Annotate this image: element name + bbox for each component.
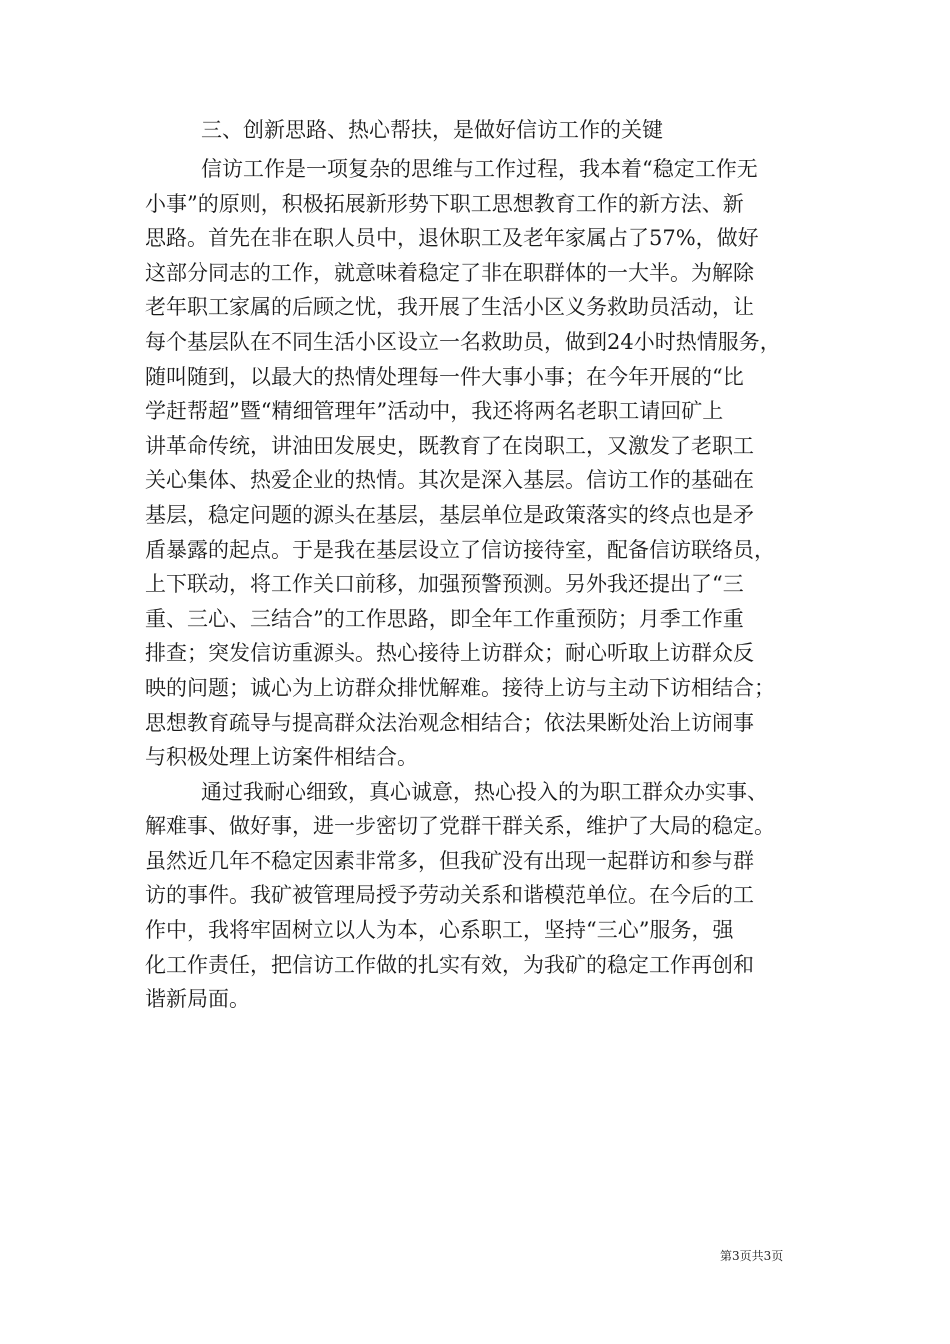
paragraph-line: 虽然近几年不稳定因素非常多，但我矿没有出现一起群访和参与群 [145, 848, 754, 873]
paragraph-line: 重、三心、三结合”的工作思路，即全年工作重预防；月季工作重 [145, 606, 744, 631]
paragraph-line: 解难事、做好事，进一步密切了党群干群关系，维护了大局的稳定。 [145, 814, 775, 839]
paragraph-line: 每个基层队在不同生活小区设立一名救助员，做到24小时热情服务， [145, 329, 781, 354]
paragraph-line: 排查；突发信访重源头。热心接待上访群众；耐心听取上访群众反 [145, 641, 754, 666]
paragraph-1 [145, 152, 813, 775]
paragraph-line: 作中，我将牢固树立以人为本，心系职工，坚持“三心”服务，强 [145, 918, 734, 943]
paragraph-line: 上下联动，将工作关口前移，加强预警预测。另外我还提出了“三 [145, 572, 744, 597]
section-heading: 三、创新思路、热心帮扶，是做好信访工作的关键 [201, 118, 663, 142]
paragraph-line: 小事”的原则，积极拓展新形势下职工思想教育工作的新方法、新 [145, 191, 744, 216]
paragraph-line: 随叫随到，以最大的热情处理每一件大事小事；在今年开展的“比 [145, 364, 744, 389]
paragraph-line: 讲革命传统，讲油田发展史，既教育了在岗职工，又激发了老职工 [145, 433, 754, 458]
paragraph-2 [145, 775, 813, 1017]
paragraph-line: 信访工作是一项复杂的思维与工作过程，我本着“稳定工作无 [201, 157, 758, 181]
paragraph-line: 盾暴露的起点。于是我在基层设立了信访接待室，配备信访联络员， [145, 537, 775, 562]
paragraph-line: 映的问题；诚心为上访群众排忧解难。接待上访与主动下访相结合； [145, 675, 775, 700]
paragraph-line: 学赶帮超”暨“精细管理年”活动中，我还将两名老职工请回矿上 [145, 399, 724, 424]
paragraph-line: 基层，稳定问题的源头在基层，基层单位是政策落实的终点也是矛 [145, 502, 754, 527]
paragraph-line: 关心集体、热爱企业的热情。其次是深入基层。信访工作的基础在 [145, 468, 754, 493]
paragraph-line: 访的事件。我矿被管理局授予劳动关系和谐模范单位。在今后的工 [145, 883, 754, 908]
paragraph-line: 思路。首先在非在职人员中，退休职工及老年家属占了57%，做好 [145, 226, 759, 251]
paragraph-line: 化工作责任，把信访工作做的扎实有效，为我矿的稳定工作再创和 [145, 952, 754, 977]
paragraph-line: 与积极处理上访案件相结合。 [145, 745, 418, 770]
document-body [145, 108, 813, 1017]
paragraph-line: 通过我耐心细致，真心诚意，热心投入的为职工群众办实事、 [201, 779, 768, 804]
paragraph-line: 老年职工家属的后顾之忧，我开展了生活小区义务救助员活动，让 [145, 295, 754, 320]
page-number-footer: 第3页共3页 [720, 1249, 784, 1263]
paragraph-line: 谐新局面。 [145, 987, 250, 1012]
paragraph-line: 思想教育疏导与提高群众法治观念相结合；依法果断处治上访闹事 [145, 710, 754, 735]
paragraph-line: 这部分同志的工作，就意味着稳定了非在职群体的一大半。为解除 [145, 260, 754, 285]
